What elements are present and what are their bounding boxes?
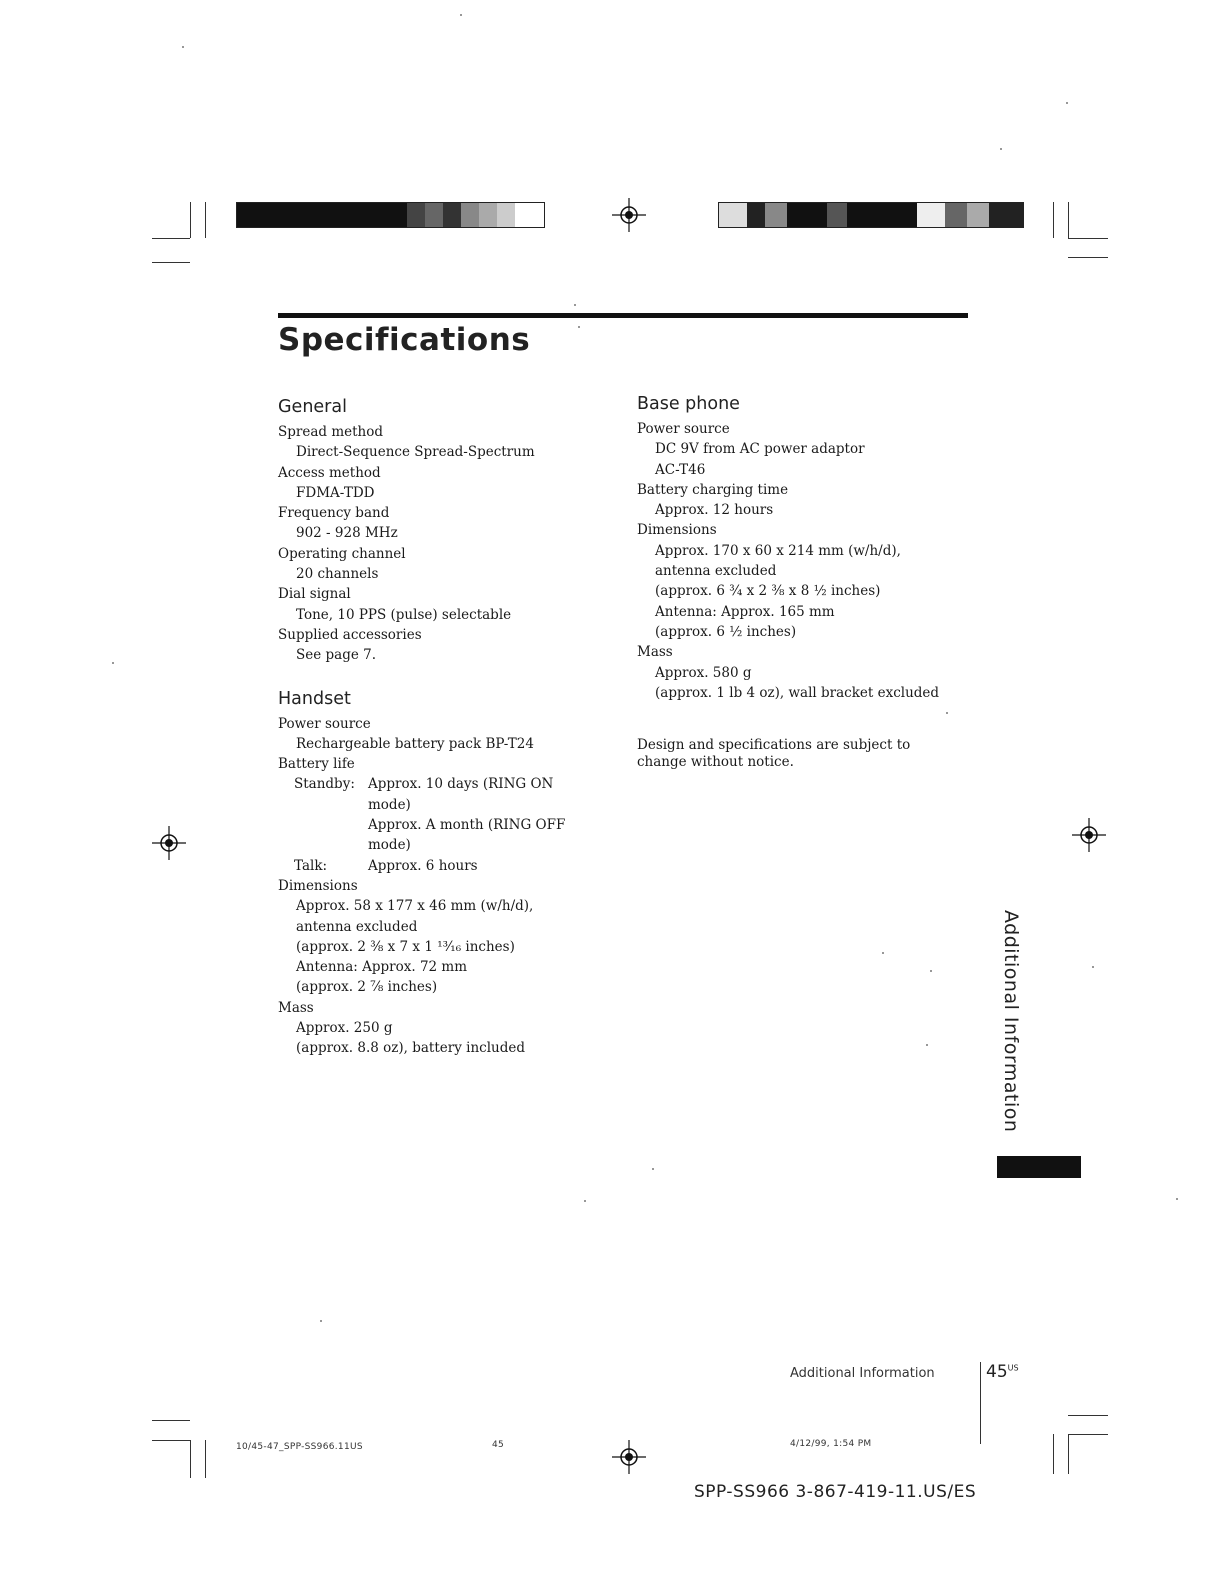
- spec-value: antenna excluded: [655, 563, 777, 580]
- base-phone-heading: Base phone: [637, 394, 740, 414]
- spec-value: antenna excluded: [296, 918, 418, 935]
- spec-value: Approx. 58 x 177 x 46 mm (w/h/d),: [296, 898, 534, 915]
- spec-label: Spread method: [278, 424, 383, 440]
- spec-value: Approx. 10 days (RING ON: [368, 776, 554, 793]
- spec-label: Access method: [278, 464, 381, 481]
- footer-divider: [980, 1362, 981, 1444]
- specifications-notice: [637, 737, 967, 771]
- spec-value: Approx. 250 g: [296, 1020, 393, 1037]
- notice-line: Design and specifications are subject to: [637, 737, 911, 753]
- slug-page: 45: [492, 1440, 505, 1450]
- spec-value: (approx. 2 ⅞ inches): [296, 979, 438, 996]
- spec-label: Operating channel: [278, 545, 406, 562]
- spec-value: (approx. 6 ½ inches): [655, 623, 797, 640]
- standby-label: Standby:: [294, 776, 355, 793]
- spec-label: Mass: [278, 999, 314, 1016]
- spec-label: Power source: [278, 715, 371, 732]
- color-bar-left: [236, 202, 545, 228]
- spec-value: DC 9V from AC power adaptor: [655, 441, 865, 458]
- footer-section-label: Additional Information: [790, 1366, 935, 1381]
- spec-value: See page 7.: [296, 647, 377, 664]
- spec-value: Antenna: Approx. 72 mm: [296, 959, 468, 976]
- spec-label: Frequency band: [278, 505, 390, 522]
- spec-value: (approx. 1 lb 4 oz), wall bracket excluded: [655, 684, 940, 701]
- spec-value: AC-T46: [655, 461, 706, 478]
- spec-value: Approx. 580 g: [655, 664, 752, 681]
- spec-value: Rechargeable battery pack BP-T24: [296, 735, 534, 752]
- spec-value: Approx. 6 hours: [368, 857, 478, 874]
- slug-filename: 10/45-47_SPP-SS966.11US: [236, 1442, 363, 1452]
- right-column: [637, 393, 977, 703]
- spec-value: 20 channels: [296, 566, 379, 583]
- registration-mark-icon: [1072, 818, 1106, 852]
- spec-value: Direct-Sequence Spread-Spectrum: [296, 444, 535, 461]
- title-rule: [278, 313, 968, 318]
- spec-value: (approx. 6 ¾ x 2 ⅜ x 8 ½ inches): [655, 583, 881, 600]
- spec-value: Antenna: Approx. 165 mm: [655, 603, 835, 620]
- left-column: [278, 396, 598, 1059]
- page-number: [986, 1362, 1019, 1382]
- spec-value: 902 - 928 MHz: [296, 525, 398, 542]
- spec-label: Dial signal: [278, 586, 351, 603]
- spec-label: Mass: [637, 644, 673, 661]
- talk-row: [294, 856, 598, 876]
- slug-date: 4/12/99, 1:54 PM: [790, 1439, 872, 1449]
- talk-label: Talk:: [294, 857, 328, 874]
- spec-value: (approx. 2 ⅜ x 7 x 1 ¹³⁄₁₆ inches): [296, 938, 515, 955]
- spec-value: Approx. 12 hours: [655, 502, 774, 519]
- spec-value: Tone, 10 PPS (pulse) selectable: [296, 606, 512, 623]
- spec-label: Battery life: [278, 756, 355, 773]
- page-title: Specifications: [278, 322, 531, 358]
- handset-spec-list: [278, 714, 598, 1059]
- section-side-tab: Additional Information: [1000, 910, 1022, 1133]
- spec-value: mode): [368, 796, 411, 813]
- general-heading: General: [278, 397, 347, 417]
- standby-row: [294, 774, 598, 855]
- spec-label: Supplied accessories: [278, 626, 422, 643]
- spec-value: Approx. A month (RING OFF: [368, 817, 566, 834]
- spec-value: (approx. 8.8 oz), battery included: [296, 1040, 525, 1057]
- base-phone-spec-list: [637, 419, 977, 703]
- registration-mark-icon: [612, 1440, 646, 1474]
- color-bar-right: [718, 202, 1024, 228]
- registration-mark-icon: [612, 198, 646, 232]
- spec-value: FDMA-TDD: [296, 484, 375, 501]
- document-code: SPP-SS966 3-867-419-11.US/ES: [694, 1482, 977, 1502]
- page-number-suffix: US: [1007, 1363, 1019, 1373]
- general-spec-list: [278, 422, 598, 666]
- notice-line: change without notice.: [637, 754, 794, 770]
- spec-value: mode): [368, 837, 411, 854]
- spec-label: Dimensions: [278, 877, 358, 894]
- spec-label: Dimensions: [637, 522, 717, 539]
- spec-label: Battery charging time: [637, 481, 789, 498]
- section-tab-marker: [997, 1156, 1081, 1178]
- spec-label: Power source: [637, 421, 730, 437]
- page-number-value: 45: [986, 1362, 1008, 1382]
- handset-heading: Handset: [278, 688, 351, 709]
- spec-value: Approx. 170 x 60 x 214 mm (w/h/d),: [655, 542, 901, 559]
- registration-mark-icon: [152, 826, 186, 860]
